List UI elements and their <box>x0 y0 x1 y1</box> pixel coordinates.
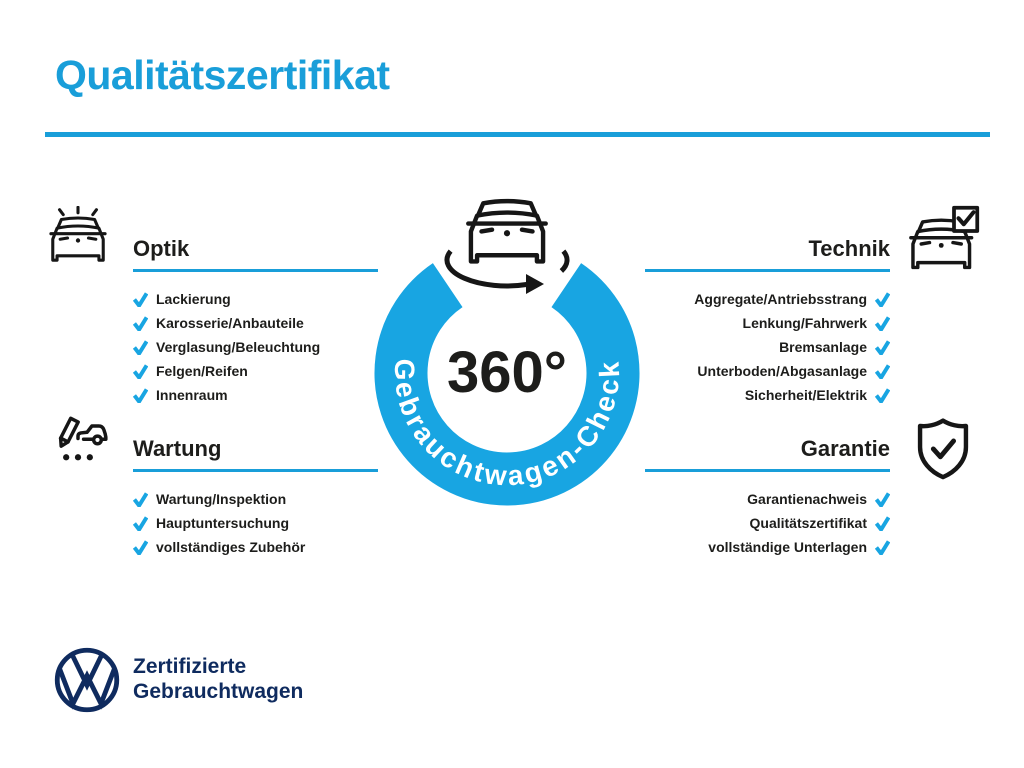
brand-text <box>133 654 303 704</box>
check-icon <box>875 292 890 307</box>
check-icon <box>875 540 890 555</box>
list-item <box>590 287 890 311</box>
check-icon <box>133 364 148 379</box>
section-wartung-title: Wartung <box>133 436 222 461</box>
check-icon <box>875 364 890 379</box>
check-icon <box>133 516 148 531</box>
list-item-label: Qualitätszertifikat <box>749 515 867 531</box>
section-garantie-list <box>590 487 890 559</box>
list-item <box>590 535 890 559</box>
service-note-car-icon <box>46 410 110 474</box>
list-item-label: vollständiges Zubehör <box>156 539 306 555</box>
check-icon <box>133 388 148 403</box>
check-icon <box>875 492 890 507</box>
check-icon <box>133 316 148 331</box>
section-garantie-rule <box>645 469 890 472</box>
list-item-label: vollständige Unterlagen <box>708 539 867 555</box>
list-item-label: Felgen/Reifen <box>156 363 248 379</box>
check-icon <box>875 316 890 331</box>
section-wartung-rule <box>133 469 378 472</box>
list-item <box>133 287 391 311</box>
list-item <box>590 311 890 335</box>
list-item-label: Hauptuntersuchung <box>156 515 289 531</box>
section-technik-list <box>590 287 890 407</box>
list-item-label: Garantienachweis <box>747 491 867 507</box>
page-title: Qualitätszertifikat <box>55 52 390 98</box>
list-item-label: Aggregate/Antriebsstrang <box>694 291 867 307</box>
list-item <box>133 535 391 559</box>
car-checkbox-icon <box>906 204 984 282</box>
section-garantie-title: Garantie <box>800 436 890 461</box>
list-item <box>590 359 890 383</box>
check-icon <box>875 516 890 531</box>
list-item <box>133 335 391 359</box>
list-item <box>133 383 391 407</box>
section-technik-title: Technik <box>808 236 890 261</box>
section-technik <box>590 236 890 407</box>
list-item-label: Bremsanlage <box>779 339 867 355</box>
shield-check-icon <box>913 416 973 480</box>
section-technik-rule <box>645 269 890 272</box>
list-item <box>133 311 391 335</box>
vw-logo <box>52 645 122 715</box>
list-item-label: Karosserie/Anbauteile <box>156 315 304 331</box>
list-item <box>590 335 890 359</box>
list-item-label: Lackierung <box>156 291 231 307</box>
list-item-label: Sicherheit/Elektrik <box>744 387 867 403</box>
badge-ring-label: Gebrauchtwagen-Check <box>388 358 626 492</box>
check-icon <box>875 340 890 355</box>
car-rotation-icon <box>447 201 567 294</box>
section-optik-title: Optik <box>133 236 190 261</box>
section-wartung-list <box>133 487 391 559</box>
list-item <box>133 511 391 535</box>
check-icon <box>875 388 890 403</box>
car-shine-icon <box>46 206 110 270</box>
section-wartung <box>133 436 391 559</box>
list-item <box>133 359 391 383</box>
section-optik <box>133 236 391 407</box>
section-optik-list <box>133 287 391 407</box>
check-icon <box>133 540 148 555</box>
list-item-label: Unterboden/Abgasanlage <box>697 363 867 379</box>
badge-360-value: 360° <box>447 340 567 405</box>
check-icon <box>133 340 148 355</box>
section-garantie <box>590 436 890 559</box>
brand-line2: Gebrauchtwagen <box>133 680 304 703</box>
list-item <box>133 487 391 511</box>
list-item <box>590 511 890 535</box>
section-optik-rule <box>133 269 378 272</box>
check-icon <box>133 292 148 307</box>
list-item-label: Lenkung/Fahrwerk <box>742 315 867 331</box>
list-item-label: Innenraum <box>156 387 228 403</box>
check-icon <box>133 492 148 507</box>
brand-line1: Zertifizierte <box>133 655 247 678</box>
title-divider <box>45 132 990 137</box>
list-item <box>590 383 890 407</box>
list-item-label: Verglasung/Beleuchtung <box>156 339 321 355</box>
list-item-label: Wartung/Inspektion <box>156 491 287 507</box>
list-item <box>590 487 890 511</box>
